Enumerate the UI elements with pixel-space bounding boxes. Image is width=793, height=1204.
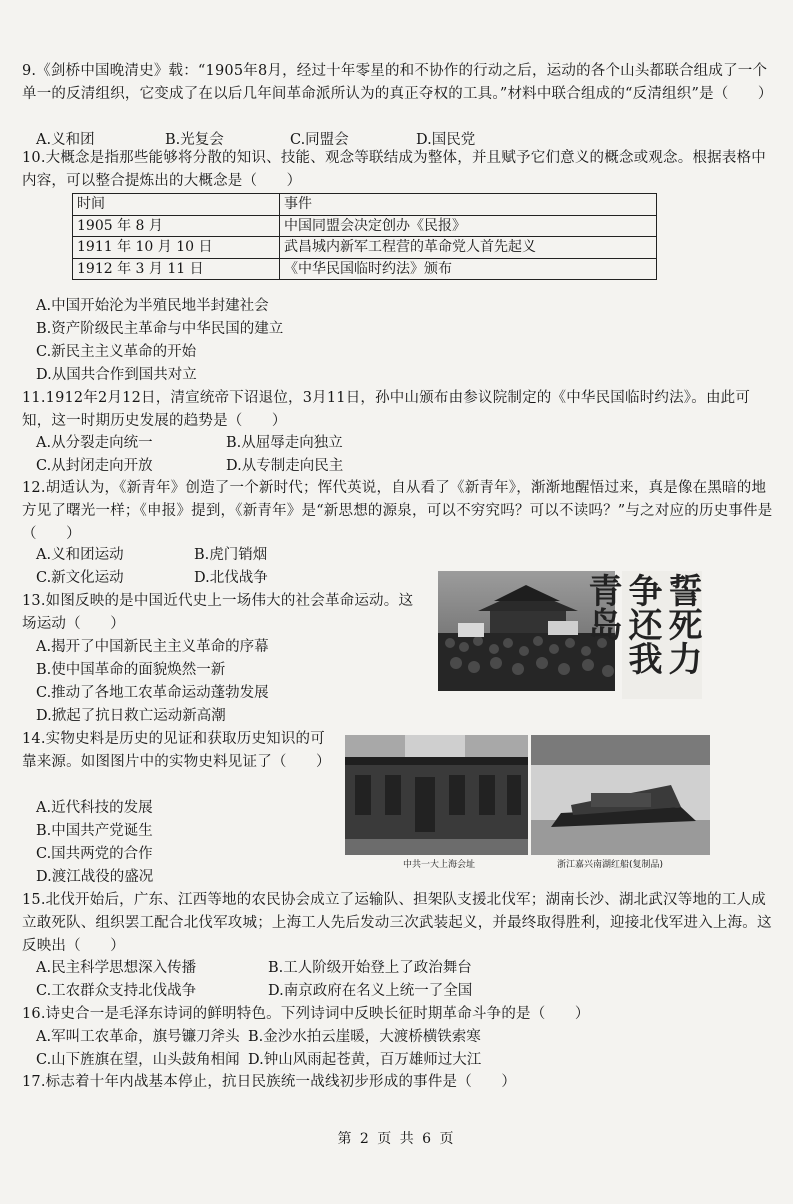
table-row bbox=[73, 215, 657, 237]
question-12 bbox=[22, 477, 777, 546]
table-cell-event: 中国同盟会决定创办《民报》 bbox=[280, 215, 657, 237]
question-14-option-a[interactable]: A.近代科技的发展 bbox=[36, 800, 153, 816]
table-cell-time: 1905 年 8 月 bbox=[73, 215, 280, 237]
question-14-stem: 14.实物史料是历史的见证和获取历史知识的可靠来源。如图图片中的实物史料见证了（ ） bbox=[22, 731, 331, 770]
question-15 bbox=[22, 889, 777, 958]
option-b[interactable]: B.工人阶级开始登上了政治舞台 bbox=[268, 960, 472, 976]
shanghai-site-illustration bbox=[345, 735, 528, 855]
option-a[interactable]: A.民主科学思想深入传播 bbox=[36, 960, 197, 976]
table-row bbox=[73, 237, 657, 259]
option-d[interactable]: D.南京政府在名义上统一了全国 bbox=[268, 983, 473, 999]
question-10 bbox=[22, 147, 777, 193]
option-c[interactable]: C.工农群众支持北伐战争 bbox=[36, 983, 197, 999]
question-17 bbox=[22, 1071, 777, 1094]
option-c[interactable]: C.从封闭走向开放 bbox=[36, 458, 153, 474]
question-13 bbox=[22, 590, 417, 636]
table-row bbox=[73, 258, 657, 280]
question-15-stem: 15.北伐开始后，广东、江西等地的农民协会成立了运输队、担架队支援北伐军；湖南长沙、湖北武汉等地的工人成立敢死队、组织罢工配合北伐军攻城；上海工人先后发动三次武装起义，并最终取得胜利，迎接北伐军进入上海。这反映出（ ） bbox=[22, 892, 772, 954]
question-10-option-a[interactable]: A.中国开始沦为半殖民地半封建社会 bbox=[36, 298, 269, 314]
option-a[interactable]: A.义和团运动 bbox=[36, 547, 124, 563]
table-cell-event: 武昌城内新军工程营的革命党人首先起义 bbox=[280, 237, 657, 259]
option-c[interactable]: C.新文化运动 bbox=[36, 570, 124, 586]
question-12-stem: 12.胡适认为，《新青年》创造了一个新时代；恽代英说，自从看了《新青年》，渐渐地醒悟过来，真是像在黑暗的地方见了曙光一样；《申报》提到，《新青年》是“新思想的源泉，可以不穷究吗？可以不读吗？”与之对应的历史事件是（ ） bbox=[22, 480, 773, 542]
shanghai-site-photo bbox=[345, 735, 528, 855]
question-10-option-d[interactable]: D.从国共合作到国共对立 bbox=[36, 367, 197, 383]
option-b[interactable]: B.金沙水拍云崖暖，大渡桥横铁索寒 bbox=[248, 1029, 481, 1045]
option-c[interactable]: C.山下旌旗在望，山头鼓角相闻 bbox=[36, 1052, 240, 1068]
option-a[interactable]: A.义和团 bbox=[36, 132, 95, 148]
question-9 bbox=[22, 60, 777, 106]
option-b[interactable]: B.虎门销烟 bbox=[194, 547, 268, 563]
question-13-option-c[interactable]: C.推动了各地工农革命运动蓬勃发展 bbox=[36, 685, 269, 701]
table-cell-event: 《中华民国临时约法》颁布 bbox=[280, 258, 657, 280]
page-footer: 第 2 页 共 6 页 bbox=[337, 1131, 456, 1147]
question-13-stem: 13.如图反映的是中国近代史上一场伟大的社会革命运动。这场运动（ ） bbox=[22, 593, 414, 632]
question-14 bbox=[22, 728, 334, 774]
caption-red-boat: 浙江嘉兴南湖红船(复制品) bbox=[557, 860, 664, 870]
table-header-row bbox=[73, 194, 657, 216]
question-13-option-d[interactable]: D.掀起了抗日救亡运动新高潮 bbox=[36, 708, 226, 724]
option-d[interactable]: D.国民党 bbox=[416, 132, 476, 148]
question-11-stem: 11.1912年2月12日，清宣统帝下诏退位，3月11日，孙中山颁布由参议院制定的《中华民国临时约法》。由此可知，这一时期历史发展的趋势是（ ） bbox=[22, 390, 751, 429]
events-table bbox=[72, 193, 657, 280]
question-17-stem: 17.标志着十年内战基本停止，抗日民族统一战线初步形成的事件是（ ） bbox=[22, 1074, 517, 1090]
table-cell-time: 1911 年 10 月 10 日 bbox=[73, 237, 280, 259]
question-16 bbox=[22, 1003, 777, 1026]
question-14-option-c[interactable]: C.国共两党的合作 bbox=[36, 846, 153, 862]
caption-shanghai-site: 中共一大上海会址 bbox=[403, 860, 476, 870]
question-10-option-c[interactable]: C.新民主主义革命的开始 bbox=[36, 344, 197, 360]
question-11 bbox=[22, 387, 777, 433]
option-a[interactable]: A.从分裂走向统一 bbox=[36, 435, 153, 451]
calligraphy-text: 誓死力争还我青岛 bbox=[582, 573, 702, 675]
option-d[interactable]: D.钟山风雨起苍黄，百万雄师过大江 bbox=[248, 1052, 482, 1068]
option-b[interactable]: B.光复会 bbox=[165, 132, 224, 148]
option-b[interactable]: B.从屈辱走向独立 bbox=[226, 435, 343, 451]
red-boat-photo bbox=[531, 735, 710, 855]
table-header-time: 时间 bbox=[73, 194, 280, 216]
question-16-stem: 16.诗史合一是毛泽东诗词的鲜明特色。下列诗词中反映长征时期革命斗争的是（ ） bbox=[22, 1006, 590, 1022]
table-header-event: 事件 bbox=[280, 194, 657, 216]
question-9-stem: 9.《剑桥中国晚清史》载：“1905年8月，经过十年零星的和不协作的行动之后，运动的各个山头都联合组成了一个单一的反清组织，它变成了在以后几年间革命派所认为的真正夺权的工具。”材料中联合组成的“反清组织”是（ ） bbox=[22, 63, 773, 102]
calligraphy-banner bbox=[582, 571, 702, 699]
option-d[interactable]: D.北伐战争 bbox=[194, 570, 268, 586]
question-10-option-b[interactable]: B.资产阶级民主革命与中华民国的建立 bbox=[36, 321, 284, 337]
question-13-option-a[interactable]: A.揭开了中国新民主主义革命的序幕 bbox=[36, 639, 269, 655]
option-a[interactable]: A.军叫工农革命，旗号镰刀斧头 bbox=[36, 1029, 240, 1045]
question-14-option-d[interactable]: D.渡江战役的盛况 bbox=[36, 869, 154, 885]
option-c[interactable]: C.同盟会 bbox=[290, 132, 349, 148]
option-d[interactable]: D.从专制走向民主 bbox=[226, 458, 344, 474]
table-cell-time: 1912 年 3 月 11 日 bbox=[73, 258, 280, 280]
question-14-option-b[interactable]: B.中国共产党诞生 bbox=[36, 823, 153, 839]
red-boat-illustration bbox=[531, 735, 710, 855]
question-10-stem: 10.大概念是指那些能够将分散的知识、技能、观念等联结成为整体，并且赋予它们意义的概念或观念。根据表格中内容，可以整合提炼出的大概念是（ ） bbox=[22, 150, 766, 189]
question-13-option-b[interactable]: B.使中国革命的面貌焕然一新 bbox=[36, 662, 226, 678]
